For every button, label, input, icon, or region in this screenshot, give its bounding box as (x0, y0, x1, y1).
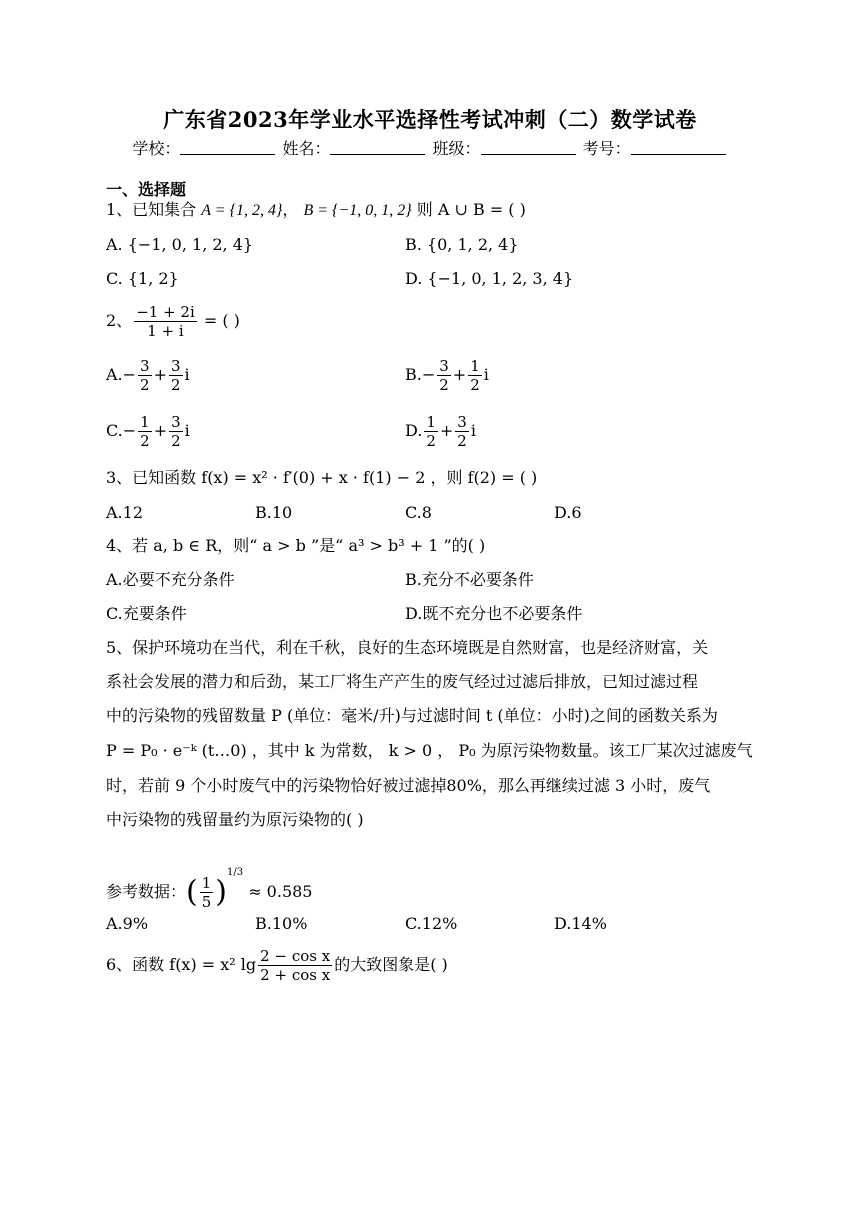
class-label: 班级： (432, 139, 481, 158)
section-heading: 一、选择题 (106, 180, 187, 199)
q3-option-b[interactable]: B.10 (255, 503, 293, 522)
question-5-line-4: P = P₀ · e⁻ᵏ (t…0) ，其中 k 为常数， k > 0 ， P₀ 为原污染物数量。该工厂某次过滤废气 (106, 741, 753, 760)
q1-option-b[interactable]: B. {0, 1, 2, 4} (405, 235, 519, 254)
q1-option-d[interactable]: D. {−1, 0, 1, 2, 3, 4} (405, 269, 574, 288)
q5-option-d[interactable]: D.14% (554, 914, 607, 933)
q2-option-a[interactable]: A.− $\frac{3}{2}$ + $\frac{3}{2}$ i (106, 357, 190, 394)
question-3: 3、已知函数 f(x) = x² · f′(0) + x · f(1) − 2 ，则 f(2) = ( ) (106, 468, 538, 487)
question-5-line-3: 中的污染物的残留数量 P (单位：毫米/升)与过滤时间 t (单位：小时)之间的函数关系为 (106, 706, 718, 725)
q4-option-c[interactable]: C.充要条件 (106, 604, 187, 623)
question-4: 4、若 a, b ∈ R，则“ a > b ”是“ a³ > b³ + 1 ”的( ) (106, 536, 486, 555)
q4-option-d[interactable]: D.既不充分也不必要条件 (405, 604, 583, 623)
student-info-row (0, 136, 860, 159)
q4-option-a[interactable]: A.必要不充分条件 (106, 570, 235, 589)
q2-option-d[interactable]: D. $\frac{1}{2}$ + $\frac{3}{2}$ i (405, 413, 476, 450)
question-2: 2、 $\frac{-1 + 2i}{1 + i}$ = ( ) (106, 303, 240, 340)
q6-fraction: $\frac{\text{2 − cos x}}{\text{2 + cos x}}$ (260, 947, 331, 984)
name-label: 姓名： (282, 139, 331, 158)
q3-option-d[interactable]: D.6 (554, 503, 582, 522)
q5-option-c[interactable]: C.12% (405, 914, 458, 933)
q3-option-c[interactable]: C.8 (405, 503, 432, 522)
question-5-line-1: 5、保护环境功在当代，利在千秋，良好的生态环境既是自然财富，也是经济财富，关 (106, 638, 709, 657)
exam-number-label: 考号： (582, 139, 631, 158)
q2-option-b[interactable]: B.− $\frac{3}{2}$ + $\frac{1}{2}$ i (405, 357, 489, 394)
q5-option-a[interactable]: A.9% (106, 914, 149, 933)
q3-option-a[interactable]: A.12 (106, 503, 143, 522)
question-6: 6、函数 f(x) = x² lg $\frac{\text{2 − cos x}}{\text{2 + cos x}}$ 的大致图象是( ) (106, 947, 448, 984)
name-blank[interactable] (330, 140, 425, 155)
question-1: 1、已知集合 A = {1, 2, 4}， B = {−1, 0, 1, 2} 则 A ∪ B = ( ) (106, 200, 526, 219)
q5-reference-data: 参考数据：( $\frac{1}{5}$ )$^{1/3}$ ≈ 0.585 (106, 867, 313, 911)
exam-number-blank[interactable] (631, 140, 726, 155)
q1-option-c[interactable]: C. {1, 2} (106, 269, 179, 288)
question-5-line-5: 时，若前 9 个小时废气中的污染物恰好被过滤掉80%，那么再继续过滤 3 小时，废气 (106, 776, 711, 795)
q2-fraction: $\frac{-1 + 2i}{1 + i}$ (136, 303, 195, 340)
question-5-line-2: 系社会发展的潜力和后劲，某工厂将生产产生的废气经过过滤后排放，已知过滤过程 (106, 672, 699, 691)
school-label: 学校： (132, 139, 181, 158)
class-blank[interactable] (481, 140, 576, 155)
page-title: 广东省2023年学业水平选择性考试冲刺（二）数学试卷 (163, 107, 697, 132)
q2-option-c[interactable]: C.− $\frac{1}{2}$ + $\frac{3}{2}$ i (106, 413, 190, 450)
school-blank[interactable] (180, 140, 275, 155)
q1-option-a[interactable]: A. {−1, 0, 1, 2, 4} (106, 235, 254, 254)
question-5-line-6: 中污染物的残留量约为原污染物的( ) (106, 810, 364, 829)
q4-option-b[interactable]: B.充分不必要条件 (405, 570, 534, 589)
q5-option-b[interactable]: B.10% (255, 914, 308, 933)
